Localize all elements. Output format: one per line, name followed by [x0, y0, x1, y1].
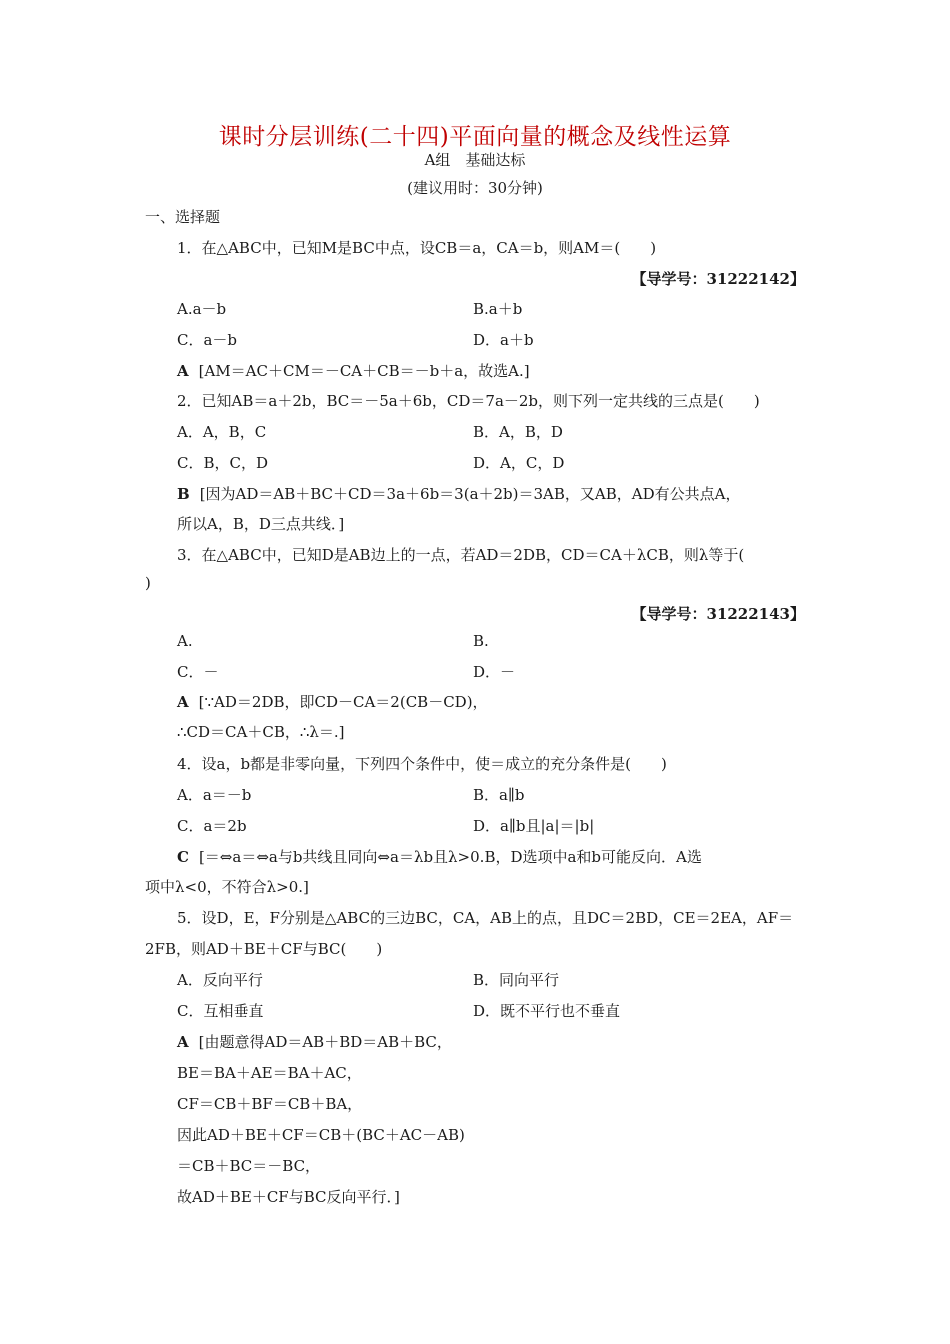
q5-stem-2: 2FB，则AD＋BE＋CF与BC( ): [145, 940, 383, 958]
q2-answer: [177, 483, 740, 504]
section-heading: 一、选择题: [145, 208, 221, 226]
q5-explanation-3: CF＝CB＋BF＝CB＋BA，: [177, 1095, 363, 1113]
q3-explanation-1: [∵AD＝2DB，即CD－CA＝2(CB－CD)，: [198, 693, 488, 711]
q1-answer: [177, 360, 530, 381]
q5-option-a: A．反向平行: [177, 971, 263, 989]
q4-option-c: C．a＝2b: [177, 817, 247, 835]
q5-explanation-1: [由题意得AD＝AB＋BD＝AB＋BC，: [198, 1033, 452, 1051]
q3-option-d: D．－: [473, 663, 516, 681]
q5-option-b: B．同向平行: [473, 971, 560, 989]
q5-stem-1: 5．设D，E，F分别是△ABC的三边BC，CA，AB上的点，且DC＝2BD，CE＝2EA，AF＝: [177, 909, 794, 927]
q5-explanation-4: 因此AD＋BE＋CF＝CB＋(BC＋AC－AB): [177, 1126, 465, 1144]
q1-stem: 1．在△ABC中，已知M是BC中点，设CB＝a，CA＝b，则AM＝( ): [177, 239, 657, 257]
q4-answer: [177, 846, 702, 867]
q5-option-d: D．既不平行也不垂直: [473, 1002, 621, 1020]
q4-option-a: A．a＝－b: [177, 786, 252, 804]
q5-explanation-6: 故AD＋BE＋CF与BC反向平行．]: [177, 1188, 400, 1206]
q1-explanation: [AM＝AC＋CM＝－CA＋CB＝－b＋a，故选A.]: [198, 362, 530, 380]
q4-answer-letter: C: [177, 848, 189, 866]
q3-option-b: B.: [473, 632, 489, 650]
q1-option-d: D．a＋b: [473, 331, 534, 349]
q2-stem: 2．已知AB＝a＋2b，BC＝－5a＋6b，CD＝7a－2b，则下列一定共线的三点是( ): [177, 392, 760, 410]
q3-answer-letter: A: [177, 693, 189, 711]
q4-explanation-1: [＝⇔a＝⇔a与b共线且同向⇔a＝λb且λ>0.B，D选项中a和b可能反向．A选: [198, 848, 702, 866]
q3-answer: [177, 691, 488, 712]
page-title: 课时分层训练(二十四)平面向量的概念及线性运算: [218, 124, 732, 150]
q3-explanation-2: ∴CD＝CA＋CB，∴λ＝.]: [177, 723, 345, 741]
q4-option-d: D．a∥b且|a|＝|b|: [473, 817, 595, 835]
q5-option-c: C．互相垂直: [177, 1002, 264, 1020]
q2-option-c: C．B，C，D: [177, 454, 269, 472]
q3-option-c: C．－: [177, 663, 219, 681]
q3-stem-2: ): [145, 574, 151, 592]
q5-answer: [177, 1031, 452, 1052]
time-note: (建议用时：30分钟): [407, 179, 543, 197]
q1-option-a: A.a－b: [177, 300, 227, 318]
q3-ref: 【导学号：31222143】: [631, 605, 805, 623]
q3-option-a: A.: [177, 632, 193, 650]
q1-option-c: C．a－b: [177, 331, 238, 349]
q4-explanation-2: 项中λ<0，不符合λ>0.]: [145, 878, 309, 896]
q1-option-b: B.a＋b: [473, 300, 523, 318]
q2-option-b: B．A，B，D: [473, 423, 563, 441]
group-heading: A组 基础达标: [424, 151, 526, 169]
q4-stem: 4．设a，b都是非零向量，下列四个条件中，使＝成立的充分条件是( ): [177, 755, 667, 773]
q2-option-d: D．A，C，D: [473, 454, 565, 472]
q2-explanation-2: 所以A，B，D三点共线．]: [177, 515, 345, 533]
q1-answer-letter: A: [177, 362, 189, 380]
q5-answer-letter: A: [177, 1033, 189, 1051]
q1-ref: 【导学号：31222142】: [631, 270, 805, 288]
q4-option-b: B．a∥b: [473, 786, 525, 804]
q2-answer-letter: B: [177, 485, 190, 503]
q2-option-a: A．A，B，C: [177, 423, 267, 441]
q5-explanation-2: BE＝BA＋AE＝BA＋AC，: [177, 1064, 362, 1082]
q5-explanation-5: ＝CB＋BC＝－BC，: [177, 1157, 321, 1175]
q3-stem-1: 3．在△ABC中，已知D是AB边上的一点，若AD＝2DB，CD＝CA＋λCB，则λ等于(: [177, 546, 745, 564]
q2-explanation-1: [因为AD＝AB＋BC＋CD＝3a＋6b＝3(a＋2b)＝3AB，又AB，AD有公共点A，: [199, 485, 741, 503]
